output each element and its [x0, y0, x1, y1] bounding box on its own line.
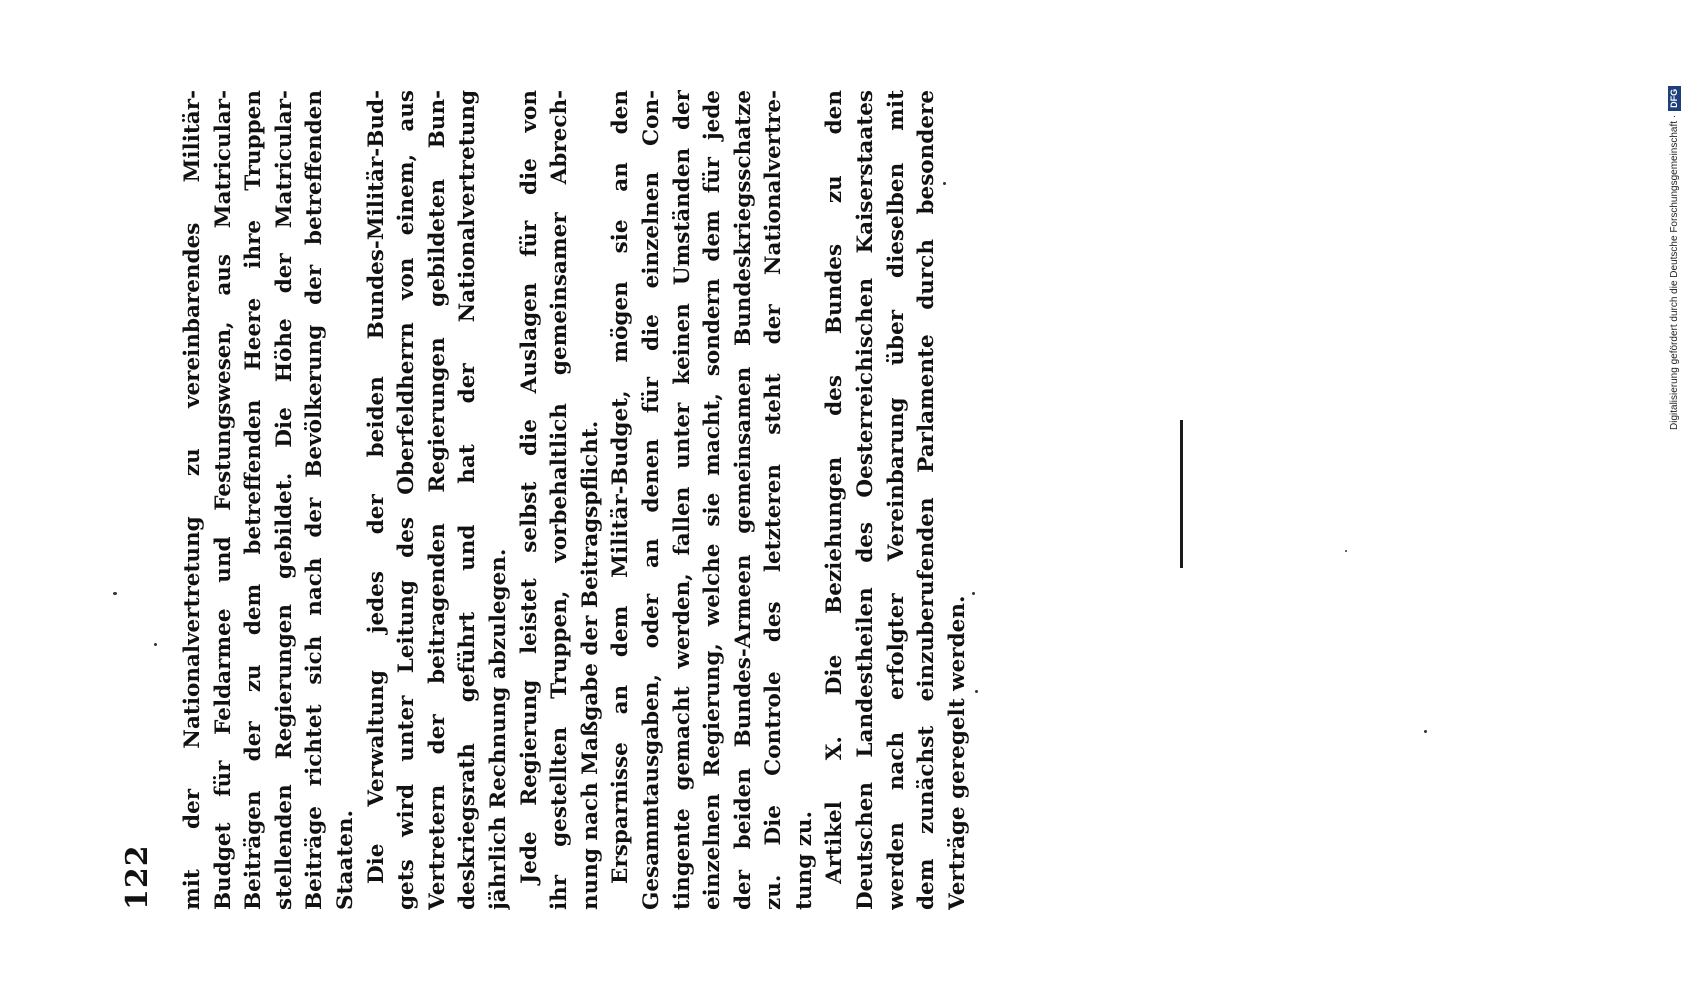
text-line: Die Verwaltung jedes der beiden Bundes-Militär-Bud-	[363, 90, 389, 884]
section-divider-rule	[1180, 420, 1183, 568]
text-line: Verträge geregelt werden.	[944, 595, 970, 910]
text-line: Budget für Feldarmee und Festungswesen, aus Matricular-	[210, 90, 236, 910]
scan-speck	[943, 182, 946, 185]
scan-speck	[154, 643, 157, 646]
text-line: Beiträgen der zu dem betreffenden Heere ihre Truppen	[241, 90, 267, 910]
text-line: Staaten.	[332, 809, 358, 910]
text-line: Artikel X. Die Beziehungen des Bundes zu den	[822, 90, 848, 884]
scan-speck	[113, 592, 117, 595]
scan-speck	[972, 592, 975, 595]
text-line: Vertretern der beitragenden Regierungen gebildeten Bun-	[424, 90, 450, 910]
page-content	[120, 90, 1020, 910]
text-line: tingente gemacht werden, fallen unter keinen Umständen der	[669, 90, 695, 910]
scan-speck	[1424, 730, 1427, 733]
text-line: ihr gestellten Truppen, vorbehaltlich gemeinsamer Abrech-	[547, 90, 573, 910]
text-line: mit der Nationalvertretung zu vereinbarendes Militär-	[180, 90, 205, 910]
text-line: deskriegsrath geführt und hat der Nationalvertretung	[455, 90, 481, 910]
text-line: Deutschen Landestheilen des Oesterreichischen Kaiserstaates	[853, 90, 879, 910]
text-line: der beiden Bundes-Armeen gemeinsamen Bundeskriegsschatze	[730, 90, 756, 910]
text-line: nung nach Maßgabe der Beitragspflicht.	[577, 420, 603, 910]
text-line: werden nach erfolgter Vereinbarung über dieselben mit	[883, 90, 909, 910]
digitization-credit	[1664, 10, 1684, 430]
text-line: Gesammtausgaben, oder an denen für die einzelnen Con-	[638, 90, 664, 910]
text-line: dem zunächst einzuberufenden Parlamente durch besondere	[914, 90, 940, 910]
text-line: zu. Die Controle des letzteren steht der Nationalvertre-	[761, 90, 787, 910]
text-line: stellenden Regierungen gebildet. Die Höhe der Matricular-	[271, 90, 297, 910]
text-line: gets wird unter Leitung des Oberfeldherrn von einem, aus	[394, 90, 420, 910]
scan-speck	[1345, 550, 1347, 552]
credit-text: Digitalisierung gefördert durch die Deutsche Forschungsgemeinschaft ·	[1668, 114, 1680, 430]
text-line: Ersparnisse an dem Militär-Budget, mögen sie an den	[608, 90, 634, 884]
text-line: Jede Regierung leistet selbst die Auslagen für die von	[516, 90, 542, 884]
scan-speck	[975, 690, 978, 693]
text-line: Beiträge richtet sich nach der Bevölkerung der betreffenden	[302, 90, 328, 910]
text-line: tung zu.	[791, 810, 817, 910]
dfg-logo-icon: DFG	[1668, 86, 1681, 111]
page-number: 122	[120, 844, 155, 910]
text-line: jährlich Rechnung abzulegen.	[485, 548, 511, 910]
body-text	[178, 90, 973, 910]
rotated-column	[120, 90, 1020, 910]
text-line: einzelnen Regierung, welche sie macht, sondern dem für jede	[700, 90, 726, 910]
